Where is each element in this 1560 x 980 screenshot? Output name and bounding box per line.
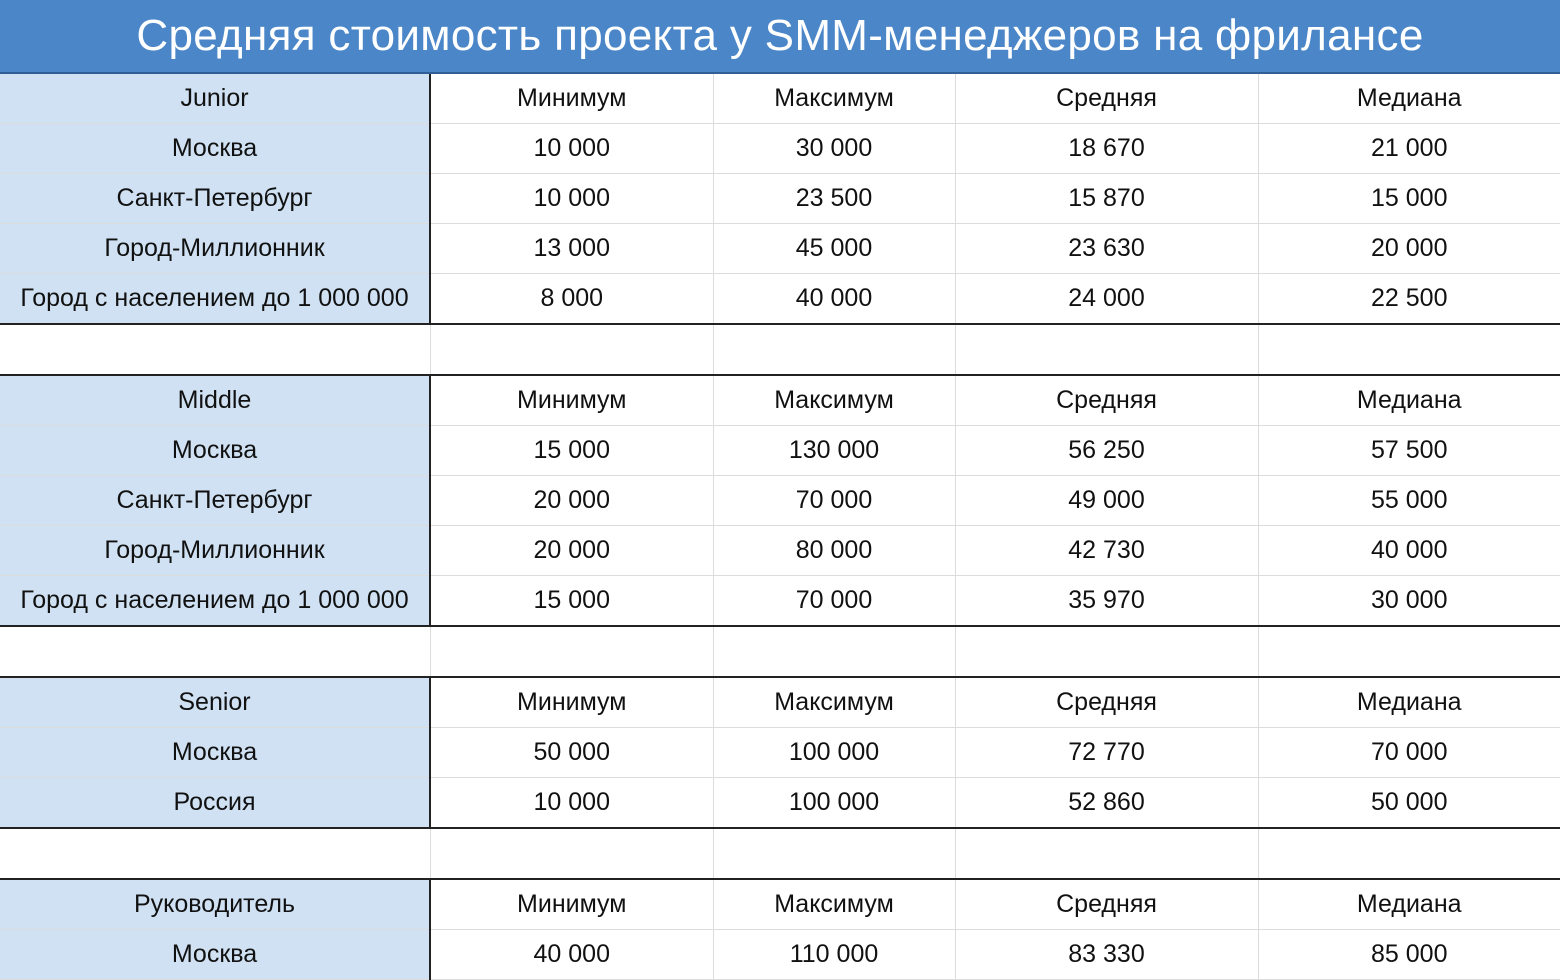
cell-avg: 83 330 bbox=[955, 930, 1258, 980]
column-header: Медиана bbox=[1258, 677, 1560, 728]
spacer-row bbox=[0, 626, 1560, 677]
cell-min: 15 000 bbox=[430, 576, 713, 627]
cell-median: 55 000 bbox=[1258, 476, 1560, 526]
column-header: Медиана bbox=[1258, 879, 1560, 930]
group-name: Middle bbox=[0, 375, 430, 426]
cell-avg: 52 860 bbox=[955, 778, 1258, 829]
cell-median: 40 000 bbox=[1258, 526, 1560, 576]
table-row bbox=[0, 476, 1560, 526]
cell-median: 30 000 bbox=[1258, 576, 1560, 627]
cell-avg: 49 000 bbox=[955, 476, 1258, 526]
cell-min: 20 000 bbox=[430, 476, 713, 526]
table-row bbox=[0, 930, 1560, 980]
column-header: Медиана bbox=[1258, 375, 1560, 426]
cell-median: 22 500 bbox=[1258, 274, 1560, 325]
cell-max: 110 000 bbox=[713, 930, 955, 980]
column-header: Минимум bbox=[430, 677, 713, 728]
cell-avg: 56 250 bbox=[955, 426, 1258, 476]
cell-avg: 15 870 bbox=[955, 174, 1258, 224]
cell-max: 100 000 bbox=[713, 778, 955, 829]
cell-min: 10 000 bbox=[430, 174, 713, 224]
row-label: Санкт-Петербург bbox=[0, 476, 430, 526]
table-row bbox=[0, 174, 1560, 224]
column-header: Средняя bbox=[955, 879, 1258, 930]
row-label: Город-Миллионник bbox=[0, 526, 430, 576]
cell-min: 15 000 bbox=[430, 426, 713, 476]
cell-min: 13 000 bbox=[430, 224, 713, 274]
table-row bbox=[0, 426, 1560, 476]
row-label: Москва bbox=[0, 930, 430, 980]
table-row bbox=[0, 224, 1560, 274]
row-label: Россия bbox=[0, 778, 430, 829]
table-row bbox=[0, 576, 1560, 627]
group-header-row bbox=[0, 74, 1560, 124]
column-header: Минимум bbox=[430, 74, 713, 124]
column-header: Медиана bbox=[1258, 74, 1560, 124]
cell-median: 85 000 bbox=[1258, 930, 1560, 980]
cell-min: 20 000 bbox=[430, 526, 713, 576]
row-label: Москва bbox=[0, 728, 430, 778]
group-header-row bbox=[0, 677, 1560, 728]
cell-median: 20 000 bbox=[1258, 224, 1560, 274]
row-label: Москва bbox=[0, 124, 430, 174]
cell-max: 80 000 bbox=[713, 526, 955, 576]
cell-avg: 42 730 bbox=[955, 526, 1258, 576]
cell-max: 70 000 bbox=[713, 576, 955, 627]
cell-min: 8 000 bbox=[430, 274, 713, 325]
cell-avg: 24 000 bbox=[955, 274, 1258, 325]
group-header-row bbox=[0, 879, 1560, 930]
column-header: Минимум bbox=[430, 879, 713, 930]
cell-max: 40 000 bbox=[713, 274, 955, 325]
cell-max: 100 000 bbox=[713, 728, 955, 778]
table-title: Средняя стоимость проекта у SMM-менеджеров на фрилансе bbox=[0, 0, 1560, 74]
cell-min: 50 000 bbox=[430, 728, 713, 778]
table-row bbox=[0, 778, 1560, 829]
cell-median: 57 500 bbox=[1258, 426, 1560, 476]
table-row bbox=[0, 274, 1560, 325]
cell-median: 50 000 bbox=[1258, 778, 1560, 829]
column-header: Максимум bbox=[713, 375, 955, 426]
row-label: Москва bbox=[0, 426, 430, 476]
column-header: Средняя bbox=[955, 375, 1258, 426]
cell-avg: 35 970 bbox=[955, 576, 1258, 627]
cell-avg: 23 630 bbox=[955, 224, 1258, 274]
table-row bbox=[0, 124, 1560, 174]
row-label: Город с населением до 1 000 000 bbox=[0, 274, 430, 325]
cell-min: 40 000 bbox=[430, 930, 713, 980]
column-header: Максимум bbox=[713, 74, 955, 124]
table-row bbox=[0, 728, 1560, 778]
table-row bbox=[0, 526, 1560, 576]
column-header: Минимум bbox=[430, 375, 713, 426]
column-header: Средняя bbox=[955, 677, 1258, 728]
row-label: Город-Миллионник bbox=[0, 224, 430, 274]
cell-max: 130 000 bbox=[713, 426, 955, 476]
group-name: Senior bbox=[0, 677, 430, 728]
group-name: Junior bbox=[0, 74, 430, 124]
column-header: Средняя bbox=[955, 74, 1258, 124]
row-label: Город с населением до 1 000 000 bbox=[0, 576, 430, 627]
group-header-row bbox=[0, 375, 1560, 426]
cell-min: 10 000 bbox=[430, 778, 713, 829]
cell-median: 21 000 bbox=[1258, 124, 1560, 174]
cell-median: 15 000 bbox=[1258, 174, 1560, 224]
spacer-row bbox=[0, 324, 1560, 375]
column-header: Максимум bbox=[713, 879, 955, 930]
cell-avg: 18 670 bbox=[955, 124, 1258, 174]
cell-median: 70 000 bbox=[1258, 728, 1560, 778]
group-name: Руководитель bbox=[0, 879, 430, 930]
cell-max: 70 000 bbox=[713, 476, 955, 526]
column-header: Максимум bbox=[713, 677, 955, 728]
cell-max: 30 000 bbox=[713, 124, 955, 174]
spacer-row bbox=[0, 828, 1560, 879]
cell-max: 45 000 bbox=[713, 224, 955, 274]
cell-avg: 72 770 bbox=[955, 728, 1258, 778]
cell-min: 10 000 bbox=[430, 124, 713, 174]
cell-max: 23 500 bbox=[713, 174, 955, 224]
price-table bbox=[0, 74, 1560, 980]
row-label: Санкт-Петербург bbox=[0, 174, 430, 224]
